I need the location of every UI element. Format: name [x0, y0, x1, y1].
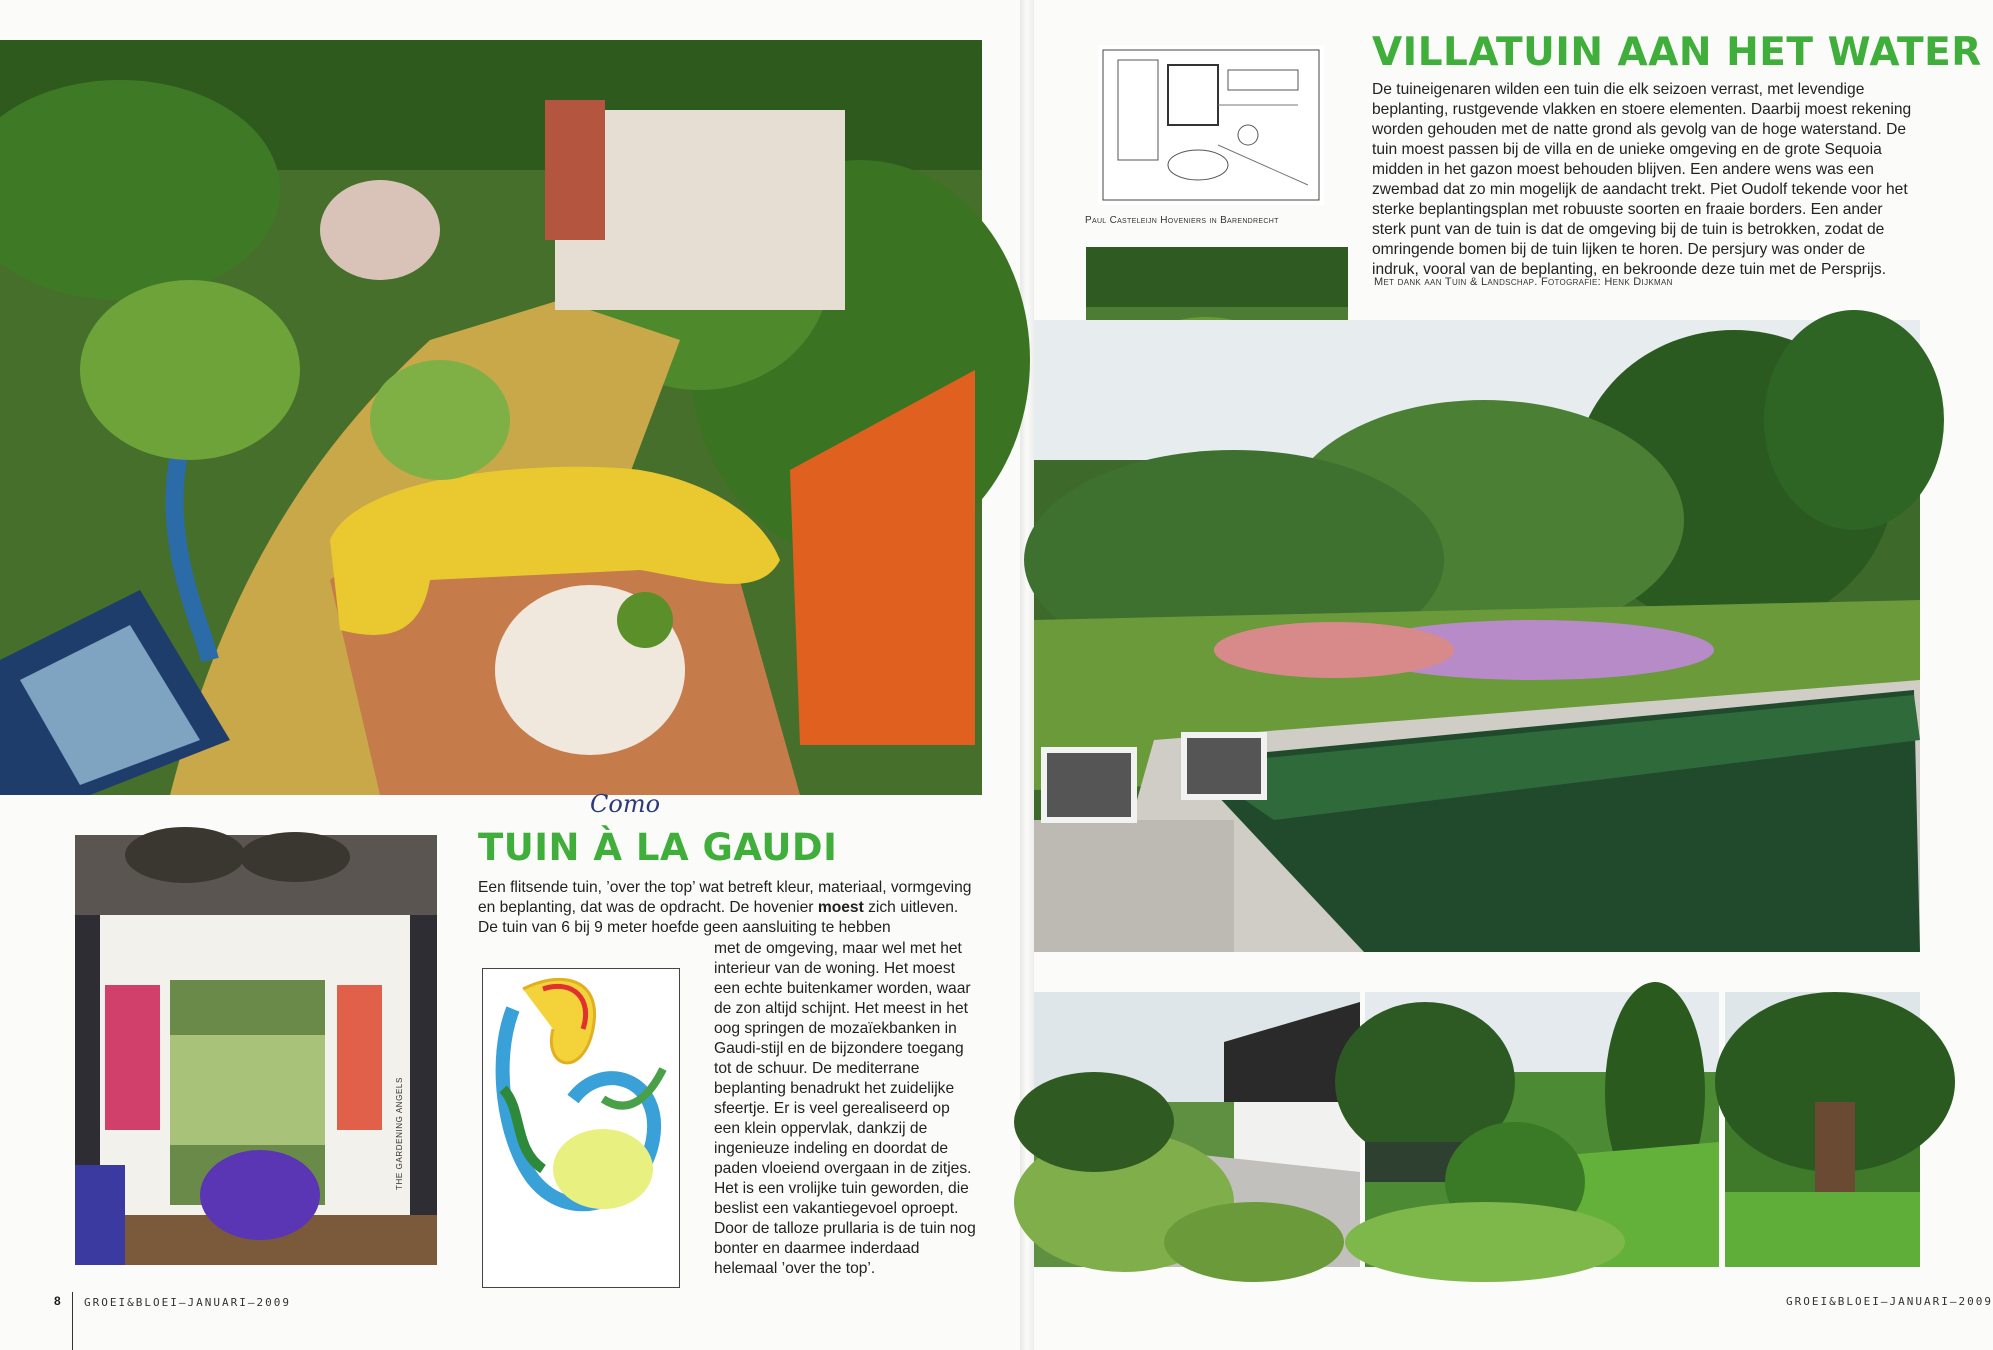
intro-bold-word: moest [817, 899, 864, 916]
plan-caption: Paul Casteleijn Hoveniers in Barendrecht [1085, 215, 1279, 226]
pool-garden-photo [1034, 320, 1920, 952]
gaudi-garden-photo [0, 40, 982, 795]
lawn-pond-photo [1365, 992, 1719, 1267]
design-sketch [482, 968, 680, 1288]
left-footer: GROEI&BLOEI–JANUARI–2009 [84, 1296, 291, 1309]
right-footer: GROEI&BLOEI–JANUARI–2009 [1786, 1295, 1993, 1308]
handwritten-note: Como [590, 790, 661, 818]
footer-rule [72, 1292, 73, 1350]
photo-credit: Met dank aan Tuin & Landschap. Fotografie: Henk Dijkman [1374, 276, 1673, 288]
house-hedges-photo [1034, 992, 1360, 1267]
left-headline: TUIN À LA GAUDI [478, 826, 838, 869]
intro-part-2: zich uitleven. De tuin van 6 bij 9 meter hoefde geen aansluiting te hebben [478, 899, 959, 936]
left-column-text: met de omgeving, maar wel met het interieur van de woning. Het moest een echte buitenkamer worden, waar de zon altijd schijnt. Het meest in het oog springen de mozaïekbanken in Gaudi-stijl en de bijzondere toegang tot de schuur. De mediterrane beplanting benadrukt het zuidelijke sfeertje. Er is veel gerealiseerd op een klein oppervlak, dankzij de ingenieuze indeling en doordat de paden vloeiend overgaan in de zitjes. Het is een vrolijke tuin geworden, die beslist een vakantiegevoel oproept. Door de talloze prullaria is de tuin nog bonter en daarmee inderdaad helemaal ’over the top’. [714, 940, 976, 1277]
right-body-text: De tuineigenaren wilden een tuin die elk seizoen verrast, met levendige beplanting, rustgevende vlakken en stoere elementen. Daarbij moest rekening worden gehouden met de natte grond als gevolg van de hoge waterstand. De tuin moest passen bij de villa en de unieke omgeving en de grote Sequoia midden in het gazon moest behouden blijven. Een andere wens was een zwembad dat zo min mogelijk de aandacht trekt. Piet Oudolf tekende voor het sterke beplantingsplan met robuuste soorten en fraaie borders. Een ander sterk punt van de tuin is dat de omgeving bij de tuin is betrokken, zodat de omringende bomen bij de tuin lijken te horen. De persjury was onder de indruk, vooral van de beplanting, en bekroonde deze tuin met de Persprijs. [1372, 81, 1912, 278]
sketch-credit: THE GARDENING ANGELS [395, 1077, 404, 1190]
right-headline: VILLATUIN AAN HET WATER [1372, 30, 1982, 75]
intro-part-1: Een flitsende tuin, ’over the top’ wat betreft kleur, materiaal, vormgeving en beplanting, dat was de opdracht. De hovenier [478, 879, 972, 916]
left-intro-text [478, 878, 978, 938]
site-plan-drawing [1098, 45, 1324, 205]
page-number: 8 [54, 1294, 61, 1308]
sequoia-lawn-photo [1725, 992, 1920, 1267]
living-room-photo [75, 835, 437, 1265]
